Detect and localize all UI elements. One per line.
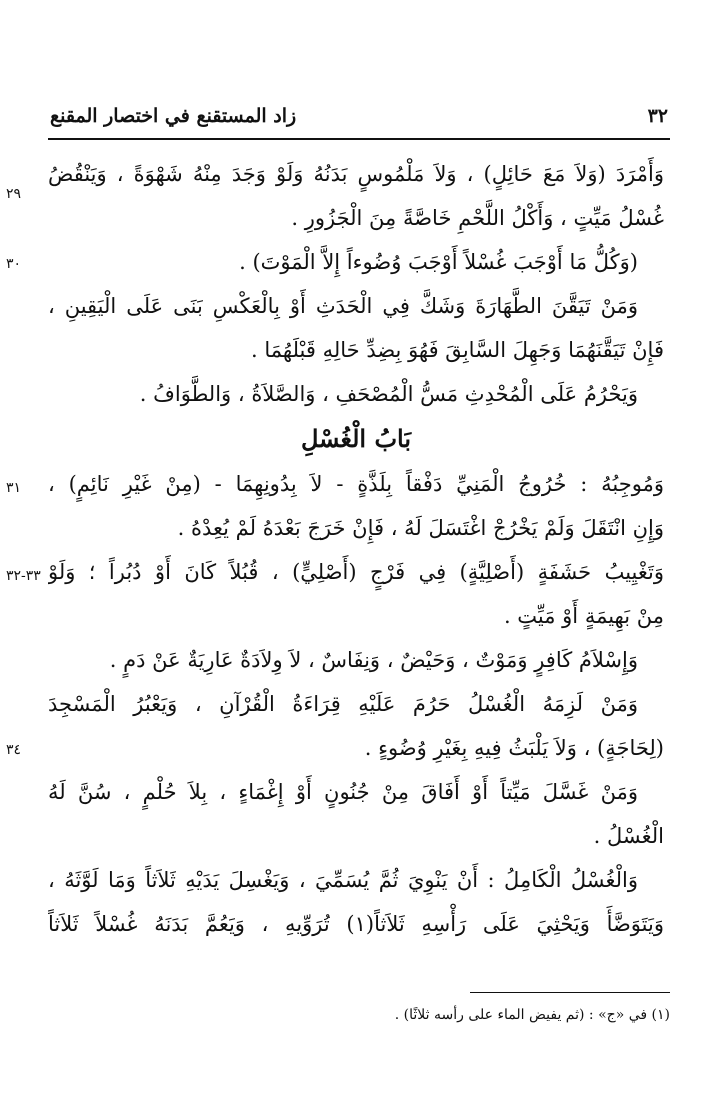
text-line: وَالْغُسْلُ الْكَامِلُ : أَنْ يَنْوِيَ ثُمَّ يُسَمِّيَ ، وَيَغْسِلَ يَدَيْهِ ثَلاَثاً وَمَا لَوَّثَهُ ، [48, 868, 638, 892]
header-divider [48, 138, 670, 140]
footnote-divider [470, 992, 670, 993]
text-line: وَتَغْيِيبُ حَشَفَةٍ (أَصْلِيَّةٍ) فِي فَرْجٍ (أَصْلِيٍّ) ، قُبُلاً كَانَ أَوْ دُبُراً ؛ وَلَوْ [48, 560, 664, 584]
text-line: وَأَمْرَدَ (وَلاَ مَعَ حَائِلٍ) ، وَلاَ مَلْمُوسٍ بَدَنُهُ وَلَوْ وَجَدَ مِنْهُ شَهْوَةً ، وَيَنْقُضُ [48, 162, 664, 186]
margin-number: ٣٠ [6, 256, 22, 272]
text-line: وَيَتَوَضَّأَ وَيَحْثِيَ عَلَى رَأْسِهِ ثَلاَثاً(١) تُرَوِّيهِ ، وَيَعُمَّ بَدَنَهُ غُسْلاً ثَلاَثاً [48, 912, 664, 936]
text-line: وَمَنْ غَسَّلَ مَيِّتاً أَوْ أَفَاقَ مِنْ جُنُونٍ أَوْ إِغْمَاءٍ ، بِلاَ حُلْمٍ ، سُنَّ لَهُ [48, 780, 638, 804]
text-line: وَإِنِ انْتَقَلَ وَلَمْ يَخْرُجْ اغْتَسَلَ لَهُ ، فَإِنْ خَرَجَ بَعْدَهُ لَمْ يُعِدْهُ . [177, 516, 664, 540]
text-line: (لِحَاجَةٍ) ، وَلاَ يَلْبَثُ فِيهِ بِغَيْرِ وُضُوءٍ . [364, 736, 664, 760]
text-line: وَإِسْلاَمُ كَافِرٍ وَمَوْتٌ ، وَحَيْضٌ ، وَنِفَاسٌ ، لاَ وِلاَدَةٌ عَارِيَةٌ عَنْ دَمٍ . [109, 648, 638, 672]
margin-number: ٣٤ [6, 742, 22, 758]
text-line: (وَكُلُّ مَا أَوْجَبَ غُسْلاً أَوْجَبَ وُضُوءاً إِلاَّ الْمَوْتَ) . [239, 250, 638, 274]
page-header [50, 98, 668, 134]
text-line: الْغُسْلُ . [593, 824, 664, 848]
text-line: غُسْلُ مَيِّتٍ ، وَأَكْلُ اللَّحْمِ خَاصَّةً مِنَ الْجَزُورِ . [291, 206, 664, 230]
section-heading: بَابُ الْغُسْلِ [300, 424, 412, 453]
footnote: (١) في «ج» : (ثم يفيض الماء على رأسه ثلاثًا) . [394, 1007, 670, 1023]
text-line: وَمَنْ لَزِمَهُ الْغُسْلُ حَرُمَ عَلَيْهِ قِرَاءَةُ الْقُرْآنِ ، وَيَعْبُرُ الْمَسْجِدَ [48, 692, 638, 716]
margin-number: ٢٩ [6, 186, 22, 202]
text-line: فَإِنْ تَيَقَّنَهُمَا وَجَهِلَ السَّابِقَ فَهُوَ بِضِدِّ حَالِهِ قَبْلَهُمَا . [251, 338, 664, 362]
text-line: وَمُوجِبُهُ : خُرُوجُ الْمَنِيِّ دَفْقاً بِلَذَّةٍ - لاَ بِدُونِهِمَا - (مِنْ غَيْرِ نَائِمٍ) ، [48, 472, 664, 496]
text-line: مِنْ بَهِيمَةٍ أَوْ مَيِّتٍ . [503, 604, 664, 628]
text-line: وَمَنْ تَيَقَّنَ الطَّهَارَةَ وَشَكَّ فِي الْحَدَثِ أَوْ بِالْعَكْسِ بَنَى عَلَى الْيَقِينِ ، [48, 294, 638, 318]
text-line: وَيَحْرُمُ عَلَى الْمُحْدِثِ مَسُّ الْمُصْحَفِ ، وَالصَّلاَةُ ، وَالطَّوَافُ . [139, 382, 638, 406]
running-title: زاد المستقنع في اختصار المقنع [50, 105, 297, 127]
page-number: ٣٢ [647, 105, 668, 127]
margin-number: ٣٣-٣٢ [6, 568, 41, 584]
margin-number: ٣١ [6, 480, 22, 496]
main-text [48, 152, 664, 946]
